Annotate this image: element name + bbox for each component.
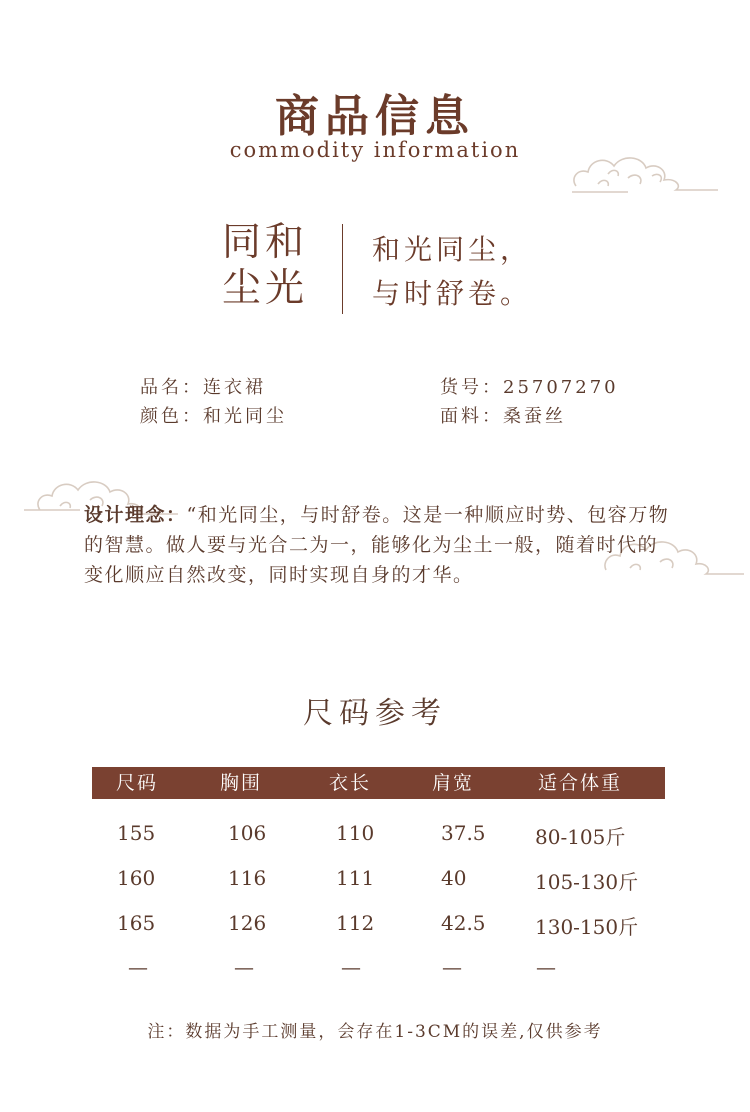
table-cell: — (442, 955, 462, 979)
slogan-left-line2: 尘光 (222, 266, 309, 311)
page-title: 商品信息 (275, 91, 475, 142)
table-cell: 40 (441, 866, 467, 890)
table-cell: 37.5 (441, 821, 486, 845)
header-size: 尺码 (116, 772, 159, 794)
slogan-right (372, 228, 532, 316)
size-table-header (92, 767, 665, 799)
slogan-right-line2: 与时舒卷。 (372, 277, 533, 310)
info-fabric-value: 桑蚕丝 (503, 406, 566, 427)
header-chest: 胸围 (220, 772, 263, 794)
info-sku (440, 373, 619, 399)
table-cell: 110 (336, 821, 375, 845)
info-color-label: 颜色： (140, 406, 203, 427)
info-color-value: 和光同尘 (203, 406, 287, 427)
table-cell: — (341, 955, 361, 979)
info-color (140, 402, 287, 428)
table-cell: 160 (117, 866, 156, 890)
table-cell: 105-130斤 (535, 870, 639, 894)
slogan-divider (342, 224, 343, 314)
table-cell: 42.5 (441, 911, 486, 935)
info-name-label: 品名： (140, 377, 203, 398)
table-cell: 111 (336, 866, 375, 890)
design-text: “和光同尘，与时舒卷。这是一种顺应时势、包容万物的智慧。做人要与光合二为一，能够化为尘土一般，随着时代的变化顺应自然改变，同时实现自身的才华。 (84, 504, 670, 586)
table-cell: 126 (228, 911, 267, 935)
table-cell: 116 (228, 866, 267, 890)
header-length: 衣长 (329, 772, 372, 794)
measurement-note: 注：数据为手工测量，会存在1-3CM的误差,仅供参考 (147, 1022, 603, 1042)
info-name-value: 连衣裙 (203, 377, 266, 398)
header-weight: 适合体重 (538, 772, 623, 794)
table-cell: 165 (117, 911, 156, 935)
table-cell: — (128, 955, 148, 979)
size-section-title: 尺码参考 (303, 696, 447, 731)
slogan-left (222, 220, 308, 312)
info-fabric-label: 面料： (440, 406, 503, 427)
slogan-left-line1: 同和 (222, 220, 309, 265)
table-cell: 80-105斤 (535, 825, 626, 849)
table-cell: 155 (117, 821, 156, 845)
table-cell: — (234, 955, 254, 979)
info-name (140, 373, 266, 399)
design-label: 设计理念： (84, 504, 187, 526)
info-fabric (440, 402, 566, 428)
table-cell: 106 (228, 821, 267, 845)
cloud-decoration-top (568, 148, 728, 198)
table-cell: 112 (336, 911, 375, 935)
design-concept (84, 500, 674, 590)
slogan-right-line1: 和光同尘， (372, 233, 533, 266)
info-sku-label: 货号： (440, 377, 503, 398)
table-cell: — (536, 955, 556, 979)
info-sku-value: 25707270 (503, 377, 619, 398)
page-subtitle: commodity information (229, 138, 521, 162)
header-shoulder: 肩宽 (432, 772, 475, 794)
table-cell: 130-150斤 (535, 915, 639, 939)
